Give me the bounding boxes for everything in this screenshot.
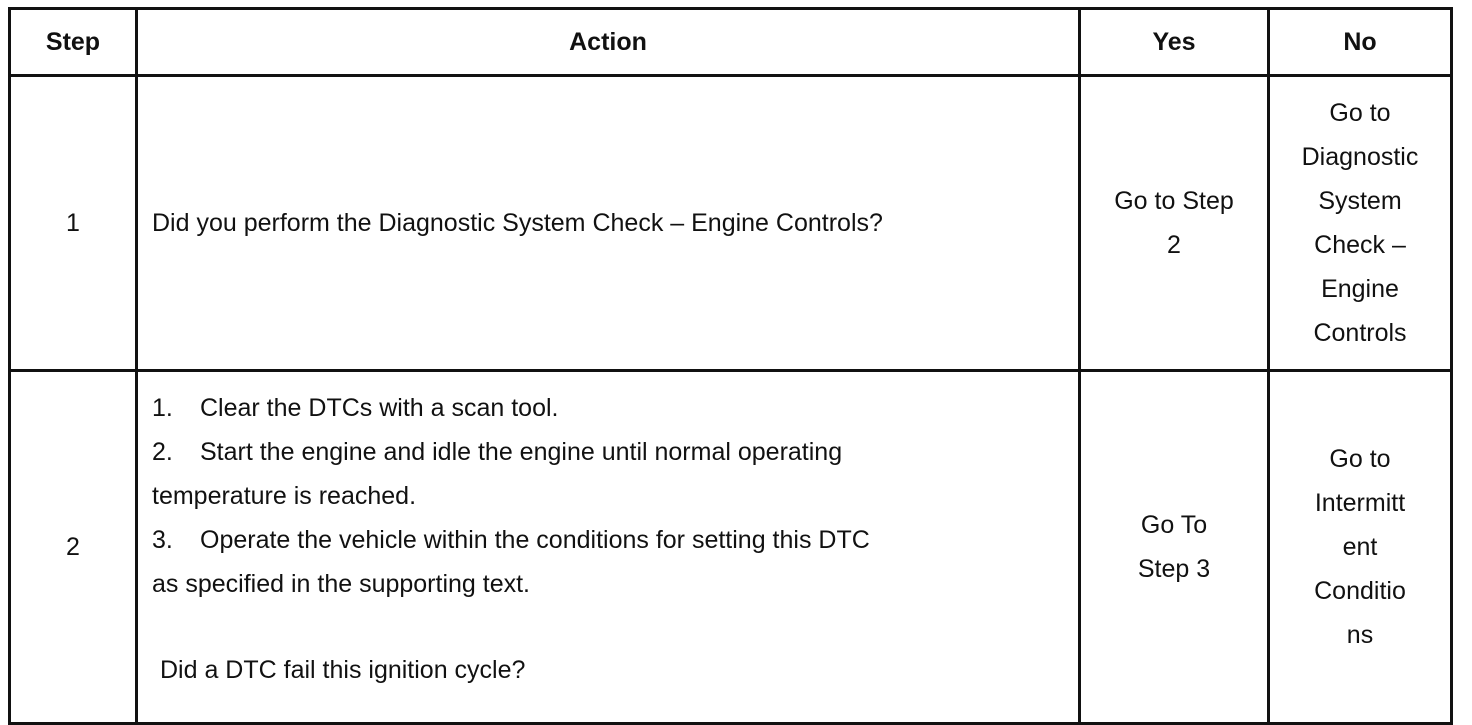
header-step: Step	[10, 9, 137, 76]
no-line: ns	[1346, 621, 1374, 649]
no-line: Check –	[1314, 231, 1406, 259]
action-list	[137, 371, 1080, 724]
no-line: Go to	[1329, 99, 1391, 127]
diagnostic-table	[8, 7, 1453, 725]
header-yes: Yes	[1080, 9, 1269, 76]
header-no: No	[1269, 9, 1452, 76]
no-line: Controls	[1313, 319, 1407, 347]
no-line: Diagnostic	[1301, 143, 1419, 171]
table-row	[10, 371, 1452, 724]
action-list-item	[152, 518, 1078, 562]
table-row	[10, 76, 1452, 371]
action-text: Did you perform the Diagnostic System Check – Engine Controls?	[137, 76, 1080, 371]
action-question: Did a DTC fail this ignition cycle?	[160, 656, 526, 684]
header-row	[10, 9, 1452, 76]
item-number: 3.	[152, 526, 173, 554]
item-text: Start the engine and idle the engine until normal operating	[200, 438, 843, 466]
action-list-item-continuation: temperature is reached.	[152, 482, 417, 510]
no-line: Conditio	[1314, 577, 1406, 605]
step-number: 2	[10, 371, 137, 724]
item-text: Operate the vehicle within the conditions for setting this DTC	[200, 526, 870, 554]
yes-line: Step 3	[1137, 555, 1211, 583]
item-text: Clear the DTCs with a scan tool.	[200, 394, 559, 422]
diagnostic-table-container	[8, 7, 1450, 713]
no-line: System	[1318, 187, 1402, 215]
item-number: 2.	[152, 438, 173, 466]
yes-line: Go to Step	[1114, 187, 1234, 215]
yes-result	[1080, 371, 1269, 724]
step-number: 1	[10, 76, 137, 371]
yes-line: Go To	[1140, 511, 1208, 539]
no-line: Engine	[1321, 275, 1399, 303]
no-line: Intermitt	[1314, 489, 1406, 517]
action-list-item-continuation: as specified in the supporting text.	[152, 570, 531, 598]
no-line: ent	[1342, 533, 1378, 561]
yes-result	[1080, 76, 1269, 371]
action-list-item	[152, 430, 1078, 474]
action-list-item	[152, 386, 1078, 430]
no-line: Go to	[1329, 445, 1391, 473]
item-number: 1.	[152, 394, 173, 422]
yes-line: 2	[1167, 231, 1181, 259]
no-result	[1269, 371, 1452, 724]
no-result	[1269, 76, 1452, 371]
header-action: Action	[137, 9, 1080, 76]
